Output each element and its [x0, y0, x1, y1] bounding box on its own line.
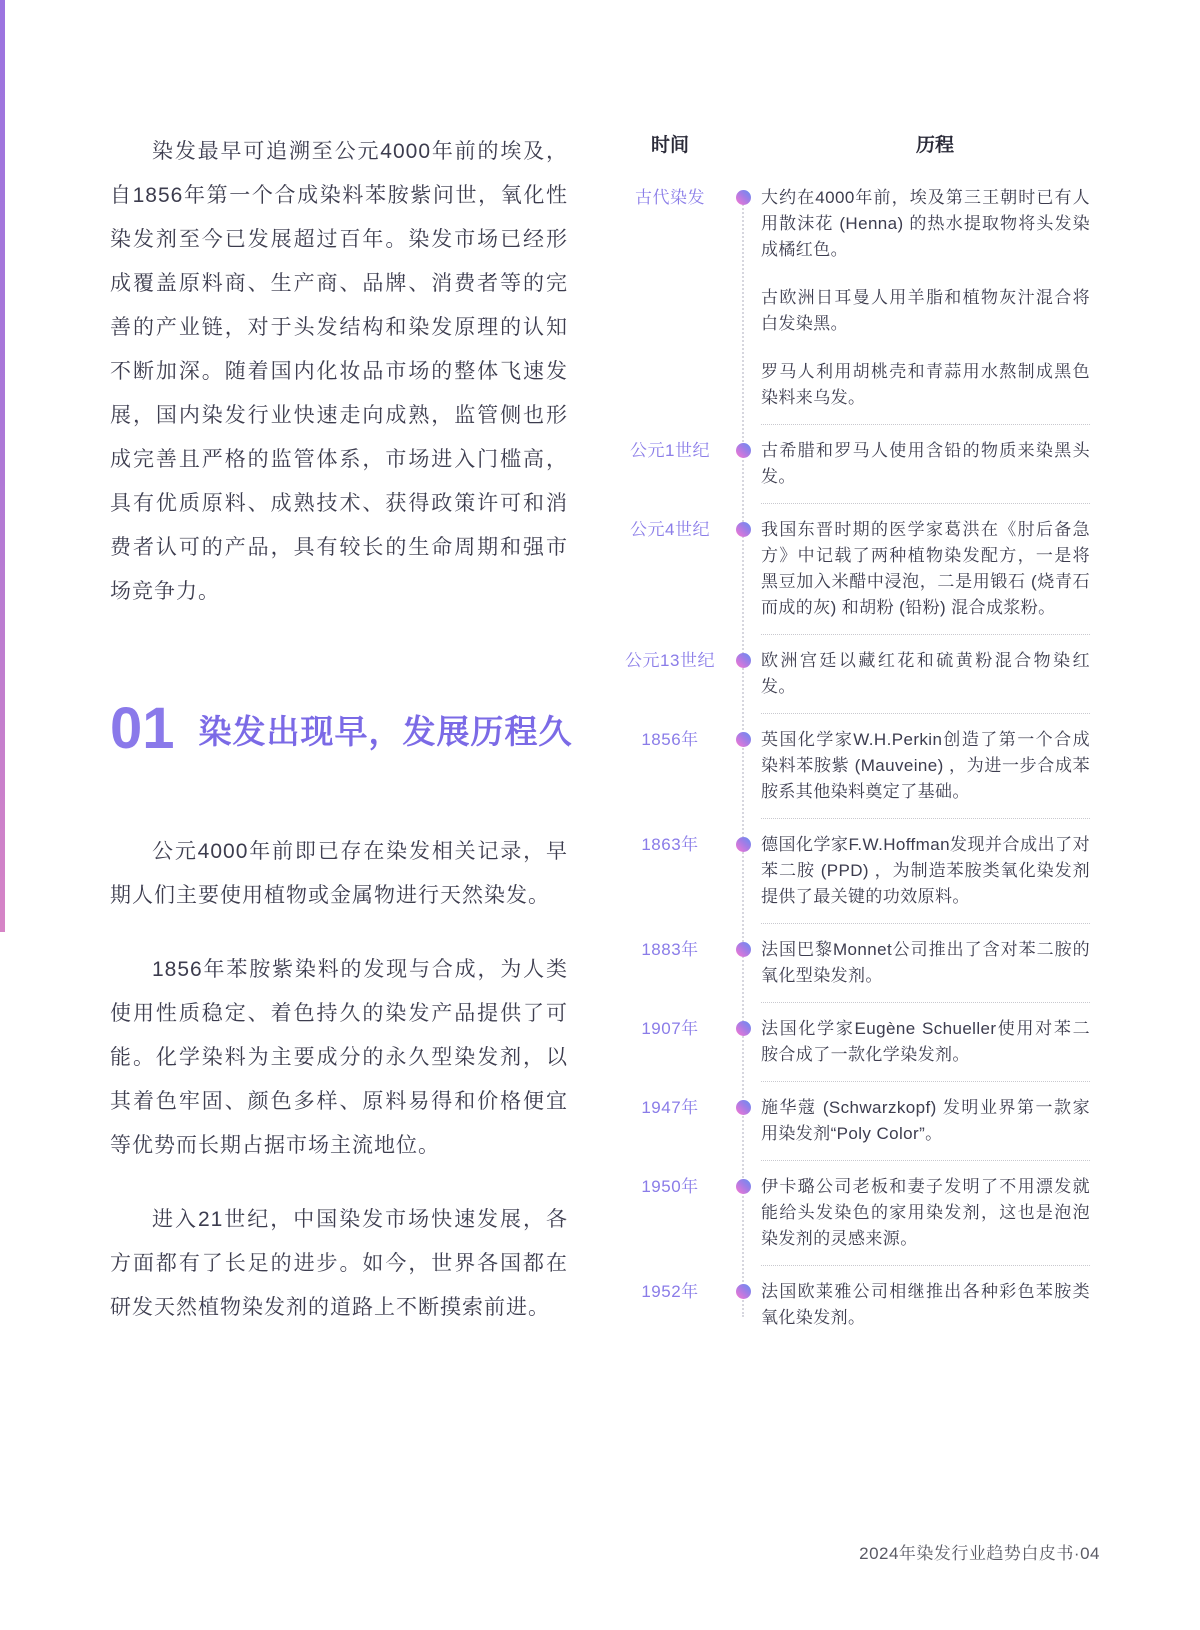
timeline-dot-icon	[736, 443, 751, 458]
intro-paragraph: 染发最早可追溯至公元4000年前的埃及，自1856年第一个合成染料苯胺紫问世，氧化性染发剂至今已发展超过百年。染发市场已经形成覆盖原料商、生产商、品牌、消费者等的完善的产业链，对于头发结构和染发原理的认知不断加深。随着国内化妆品市场的整体飞速发展，国内染发行业快速走向成熟，监管侧也形成完善且严格的监管体系，市场进入门槛高，具有优质原料、成熟技术、获得政策许可和消费者认可的产品，具有较长的生命周期和强市场竞争力。	[110, 140, 568, 603]
timeline-item-text: 施华蔻 (Schwarzkopf) 发明业界第一款家用染发剂“Poly Color”。	[761, 1098, 1090, 1143]
timeline-item-text: 法国欧莱雅公司相继推出各种彩色苯胺类氧化染发剂。	[761, 1282, 1090, 1327]
timeline-separator	[761, 634, 1090, 635]
timeline-column	[615, 130, 1090, 1360]
timeline-separator	[761, 1265, 1090, 1266]
timeline-time-label: 1883年	[641, 940, 699, 959]
timeline-item-text: 罗马人利用胡桃壳和青蒜用水熬制成黑色染料来乌发。	[761, 362, 1090, 407]
timeline-entry	[615, 937, 1090, 989]
timeline-item-text: 伊卡璐公司老板和妻子发明了不用漂发就能给头发染色的家用染发剂，这也是泡泡染发剂的灵感来源。	[761, 1177, 1090, 1248]
section-paragraph-2: 1856年苯胺紫染料的发现与合成，为人类使用性质稳定、着色持久的染发产品提供了可能。化学染料为主要成分的永久型染发剂，以其着色牢固、颜色多样、原料易得和价格便宜等优势而长期占据市场主流地位。	[110, 958, 568, 1157]
timeline-item-text: 古欧洲日耳曼人用羊脂和植物灰汁混合将白发染黑。	[761, 288, 1090, 333]
timeline-time-label: 1856年	[641, 730, 699, 749]
timeline-entry-content	[761, 648, 1090, 700]
timeline-entry	[615, 648, 1090, 700]
timeline-dot-icon	[736, 1021, 751, 1036]
timeline-dot-cell	[725, 517, 761, 537]
timeline-header-time: 时间	[650, 135, 689, 156]
timeline-time-label: 公元1世纪	[630, 441, 710, 460]
timeline-dot-cell	[725, 438, 761, 458]
timeline-entry	[615, 727, 1090, 805]
timeline-entry-content	[761, 1095, 1090, 1147]
timeline-separator	[761, 1002, 1090, 1003]
timeline-entry	[615, 1279, 1090, 1331]
timeline-separator	[761, 818, 1090, 819]
timeline-separator	[761, 503, 1090, 504]
timeline-entry-content	[761, 517, 1090, 621]
timeline-entry	[615, 1174, 1090, 1252]
section-number: 01	[110, 696, 175, 761]
timeline-dot-icon	[736, 190, 751, 205]
timeline-entry-content	[761, 438, 1090, 490]
timeline-entry	[615, 517, 1090, 621]
timeline-dot-cell	[725, 727, 761, 747]
section-paragraph-1: 公元4000年前即已存在染发相关记录，早期人们主要使用植物或金属物进行天然染发。	[110, 840, 568, 907]
timeline-dot-cell	[725, 1095, 761, 1115]
timeline-time-label: 公元13世纪	[625, 651, 715, 670]
timeline-dot-icon	[736, 837, 751, 852]
timeline-entry-content	[761, 1016, 1090, 1068]
timeline-time-label: 1952年	[641, 1282, 699, 1301]
timeline-dot-cell	[725, 1279, 761, 1299]
left-text-column	[110, 130, 573, 1360]
timeline-time-label: 1947年	[641, 1098, 699, 1117]
timeline-dot-cell	[725, 648, 761, 668]
timeline-entry	[615, 185, 1090, 411]
timeline-item-text: 法国化学家Eugène Schueller使用对苯二胺合成了一款化学染发剂。	[761, 1019, 1090, 1064]
timeline-entry	[615, 1095, 1090, 1147]
timeline-header	[615, 130, 1090, 157]
timeline-item-text: 英国化学家W.H.Perkin创造了第一个合成染料苯胺紫 (Mauveine) ，为进一步合成苯胺系其他染料奠定了基础。	[761, 730, 1090, 801]
timeline-dot-cell	[725, 1016, 761, 1036]
timeline	[615, 185, 1090, 1331]
section-title: 染发出现早，发展历程久	[198, 712, 573, 750]
section-paragraph-3: 进入21世纪，中国染发市场快速发展，各方面都有了长足的进步。如今，世界各国都在研发天然植物染发剂的道路上不断摸索前进。	[110, 1208, 568, 1319]
timeline-header-history: 历程	[915, 135, 954, 156]
timeline-time-label: 1863年	[641, 835, 699, 854]
timeline-entry-content	[761, 1279, 1090, 1331]
timeline-dot-icon	[736, 1284, 751, 1299]
timeline-dot-icon	[736, 522, 751, 537]
timeline-entry-content	[761, 937, 1090, 989]
timeline-dot-icon	[736, 653, 751, 668]
timeline-time-label: 古代染发	[635, 188, 705, 207]
section-heading	[110, 696, 573, 761]
timeline-dot-icon	[736, 1100, 751, 1115]
left-accent-bar	[0, 0, 5, 932]
timeline-separator	[761, 713, 1090, 714]
timeline-dot-icon	[736, 942, 751, 957]
timeline-time-label: 1950年	[641, 1177, 699, 1196]
timeline-entry-content	[761, 1174, 1090, 1252]
timeline-entry	[615, 1016, 1090, 1068]
timeline-item-text: 法国巴黎Monnet公司推出了含对苯二胺的氧化型染发剂。	[761, 940, 1090, 985]
timeline-item-text: 古希腊和罗马人使用含铅的物质来染黑头发。	[761, 441, 1090, 486]
timeline-dot-cell	[725, 1174, 761, 1194]
timeline-entry	[615, 832, 1090, 910]
timeline-dot-cell	[725, 832, 761, 852]
timeline-dot-icon	[736, 732, 751, 747]
timeline-item-text: 欧洲宫廷以藏红花和硫黄粉混合物染红发。	[761, 651, 1090, 696]
timeline-time-label: 公元4世纪	[630, 520, 710, 539]
timeline-item-text: 德国化学家F.W.Hoffman发现并合成出了对苯二胺 (PPD) ，为制造苯胺类氧化染发剂提供了最关键的功效原料。	[761, 835, 1090, 906]
page-footer: 2024年染发行业趋势白皮书·04	[859, 1544, 1100, 1563]
timeline-item-text: 大约在4000年前，埃及第三王朝时已有人用散沫花 (Henna) 的热水提取物将头发染成橘红色。	[761, 188, 1090, 259]
timeline-dot-icon	[736, 1179, 751, 1194]
timeline-item-text: 我国东晋时期的医学家葛洪在《肘后备急方》中记载了两种植物染发配方，一是将黑豆加入米醋中浸泡，二是用锻石 (烧青石而成的灰) 和胡粉 (铅粉) 混合成浆粉。	[761, 520, 1090, 617]
timeline-dot-cell	[725, 937, 761, 957]
timeline-entry-content	[761, 727, 1090, 805]
timeline-separator	[761, 424, 1090, 425]
timeline-entry-content	[761, 185, 1090, 411]
timeline-separator	[761, 923, 1090, 924]
timeline-separator	[761, 1160, 1090, 1161]
timeline-entry-content	[761, 832, 1090, 910]
timeline-entry	[615, 438, 1090, 490]
timeline-time-label: 1907年	[641, 1019, 699, 1038]
timeline-separator	[761, 1081, 1090, 1082]
timeline-dot-cell	[725, 185, 761, 205]
